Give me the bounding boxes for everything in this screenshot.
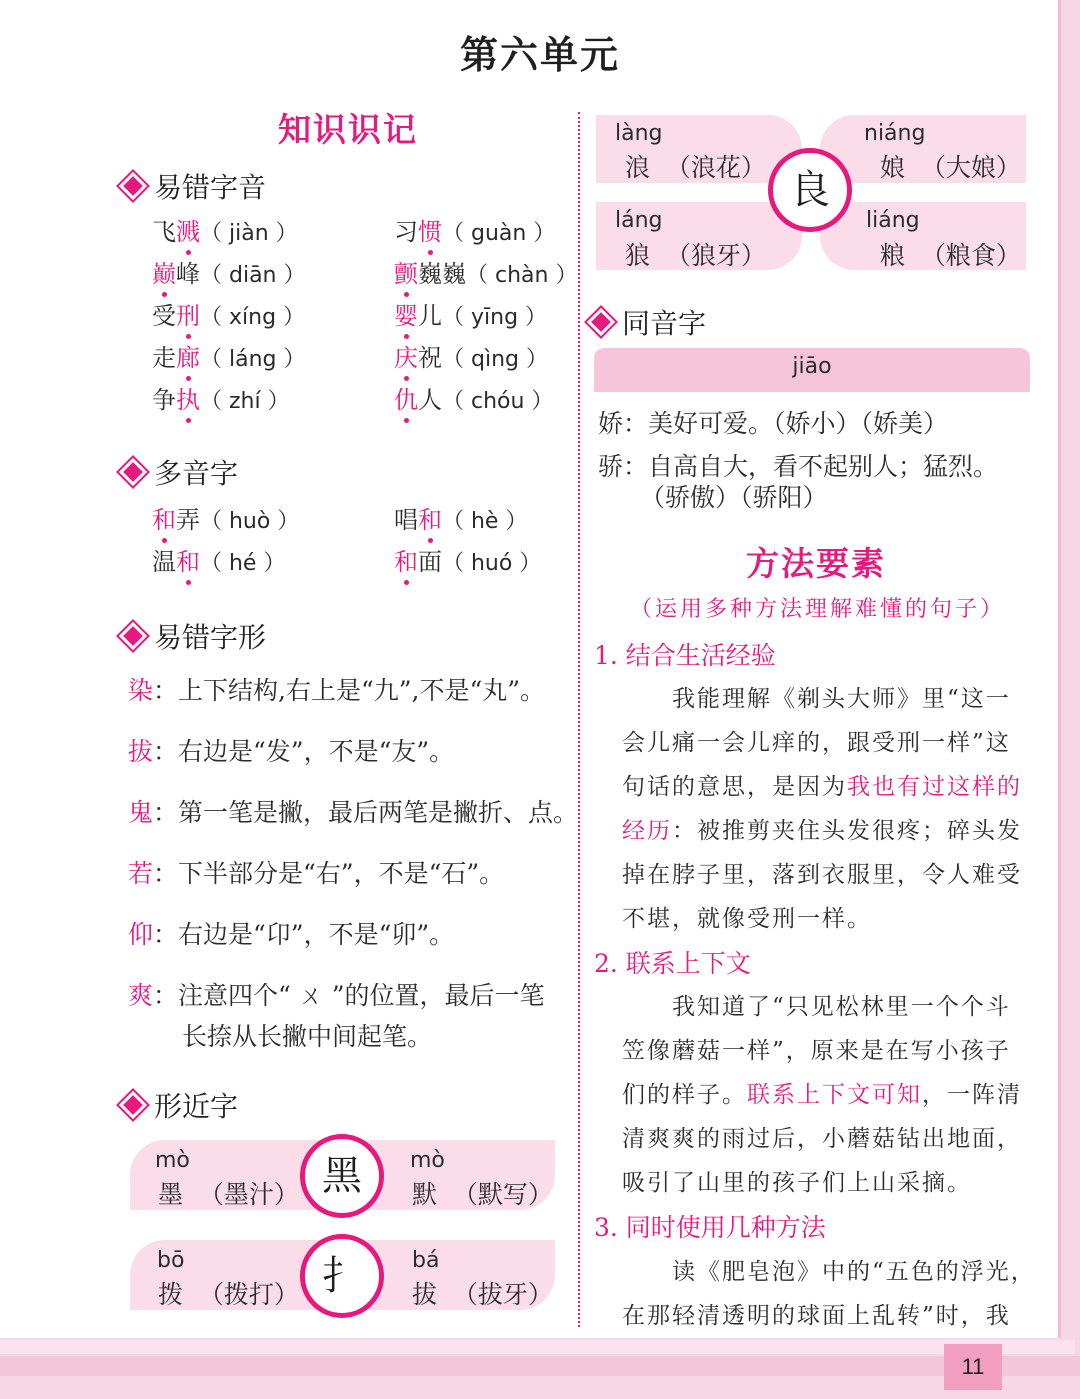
homophone-label: 同音字 [622,307,707,340]
similar-word: 拨 （拨打） [158,1280,299,1309]
pinyin: liáng [866,208,920,233]
method-line: 我能理解《剃头大师》里“这一 [672,686,1011,712]
word-item: 庆祝（ qìng ） [394,344,548,372]
form-item-continued: 长捺从长撇中间起笔。 [182,1022,433,1051]
method-section-title: 3. 同时使用几种方法 [594,1213,826,1242]
pinyin: niáng [864,121,926,146]
easy-form-heading [126,616,266,656]
method-line: 我知道了“只见松林里一个个斗 [672,994,1011,1020]
word-item: 飞溅（ jiàn ） [152,218,298,246]
method-line: 句话的意思，是因为我也有过这样的 [622,774,1022,800]
homophone-pinyin-banner: jiāo [594,348,1030,390]
word-item: 和弄（ huò ） [152,506,300,534]
method-line: 清爽爽的雨过后，小蘑菇钻出地面， [622,1126,1022,1152]
word-item: 颤巍巍（ chàn ） [394,260,578,288]
form-item: 拔：右边是“发”，不是“友”。 [128,737,455,766]
word-item: 仇人（ chóu ） [394,386,554,414]
group-word: 娘 （大娘） [880,153,1021,182]
word-item: 受刑（ xíng ） [152,302,306,330]
group-word: 浪 （浪花） [625,153,766,182]
diamond-icon [123,462,143,482]
method-line: 经历：被推剪夹住头发很疼；碎头发 [622,818,1022,844]
diamond-icon [123,176,143,196]
easy-pron-label: 易错字音 [154,171,267,204]
pinyin: bá [412,1248,440,1273]
similar-form-heading [126,1085,238,1125]
similar-word: 墨 （墨汁） [158,1180,299,1209]
unit-title: 第六单元 [459,32,620,77]
method-line: 在那轻清透明的球面上乱转”时，我 [622,1303,1011,1329]
group-word: 粮 （粮食） [880,241,1021,270]
pinyin: láng [615,208,663,233]
method-line: 笠像蘑菇一样”，原来是在写小孩子 [622,1038,1011,1064]
method-section-title: 2. 联系上下文 [594,949,751,978]
form-item: 鬼：第一笔是撇，最后两笔是撇折、点。 [128,798,579,827]
pinyin: mò [410,1148,445,1173]
word-item: 婴儿（ yīng ） [394,302,548,330]
pinyin: bō [157,1248,185,1273]
method-line: 们的样子。联系上下文可知，一阵清 [622,1082,1022,1108]
method-subtitle: （运用多种方法理解难懂的句子） [630,597,1006,622]
page-number: 11 [944,1344,1002,1390]
homophone-entry: 娇：美好可爱。（娇小）（娇美） [598,409,949,438]
method-line: 不堪，就像受刑一样。 [622,906,872,932]
center-radical: 黑 [300,1134,384,1218]
column-divider [578,112,580,1327]
diamond-icon [123,1095,143,1115]
homophone-entry: 骄：自高自大，看不起别人；猛烈。 [598,452,999,481]
knowledge-heading: 知识识记 [278,110,418,149]
method-line: 掉在脖子里，落到衣服里，令人难受 [622,862,1022,888]
word-item: 唱和（ hè ） [394,506,528,534]
word-item: 习惯（ guàn ） [394,218,556,246]
homophone-entry-examples: （骄傲）（骄阳） [640,483,828,512]
similar-form-label: 形近字 [154,1090,239,1123]
banner-wave [594,384,1030,392]
pinyin: làng [615,121,663,146]
similar-word: 拔 （拔牙） [412,1280,553,1309]
method-heading: 方法要素 [746,544,886,583]
polyphone-heading [126,452,238,492]
method-line: 吸引了山里的孩子们上山采摘。 [622,1170,972,1196]
pinyin: mò [155,1148,190,1173]
form-item: 染：上下结构,右上是“九”,不是“丸”。 [128,676,546,705]
word-item: 走廊（ láng ） [152,344,306,372]
center-radical: 良 [768,148,852,232]
form-item: 若：下半部分是“右”，不是“石”。 [128,859,505,888]
easy-pron-heading [126,166,266,206]
form-item: 爽：注意四个“ ㄨ ”的位置，最后一笔 [128,981,545,1010]
word-item: 温和（ hé ） [152,548,286,576]
method-line: 会儿痛一会儿痒的，跟受刑一样”这 [622,730,1011,756]
diamond-icon [123,626,143,646]
polyphone-label: 多音字 [154,457,239,490]
form-item: 仰：右边是“卬”，不是“卯”。 [128,920,455,949]
easy-form-label: 易错字形 [154,621,267,654]
method-section-title: 1. 结合生活经验 [594,641,776,670]
word-item: 和面（ huó ） [394,548,542,576]
group-word: 狼 （狼牙） [625,241,766,270]
word-item: 巅峰（ diān ） [152,260,306,288]
diamond-icon [591,312,611,332]
homophone-heading [594,302,706,342]
page-edge [0,1340,1075,1354]
similar-word: 默 （默写） [412,1180,553,1209]
center-radical: 扌 [300,1234,384,1318]
method-line: 读《肥皂泡》中的“五色的浮光， [672,1259,1036,1285]
word-item: 争执（ zhí ） [152,386,290,414]
page-edge-bottom [0,1356,1080,1376]
